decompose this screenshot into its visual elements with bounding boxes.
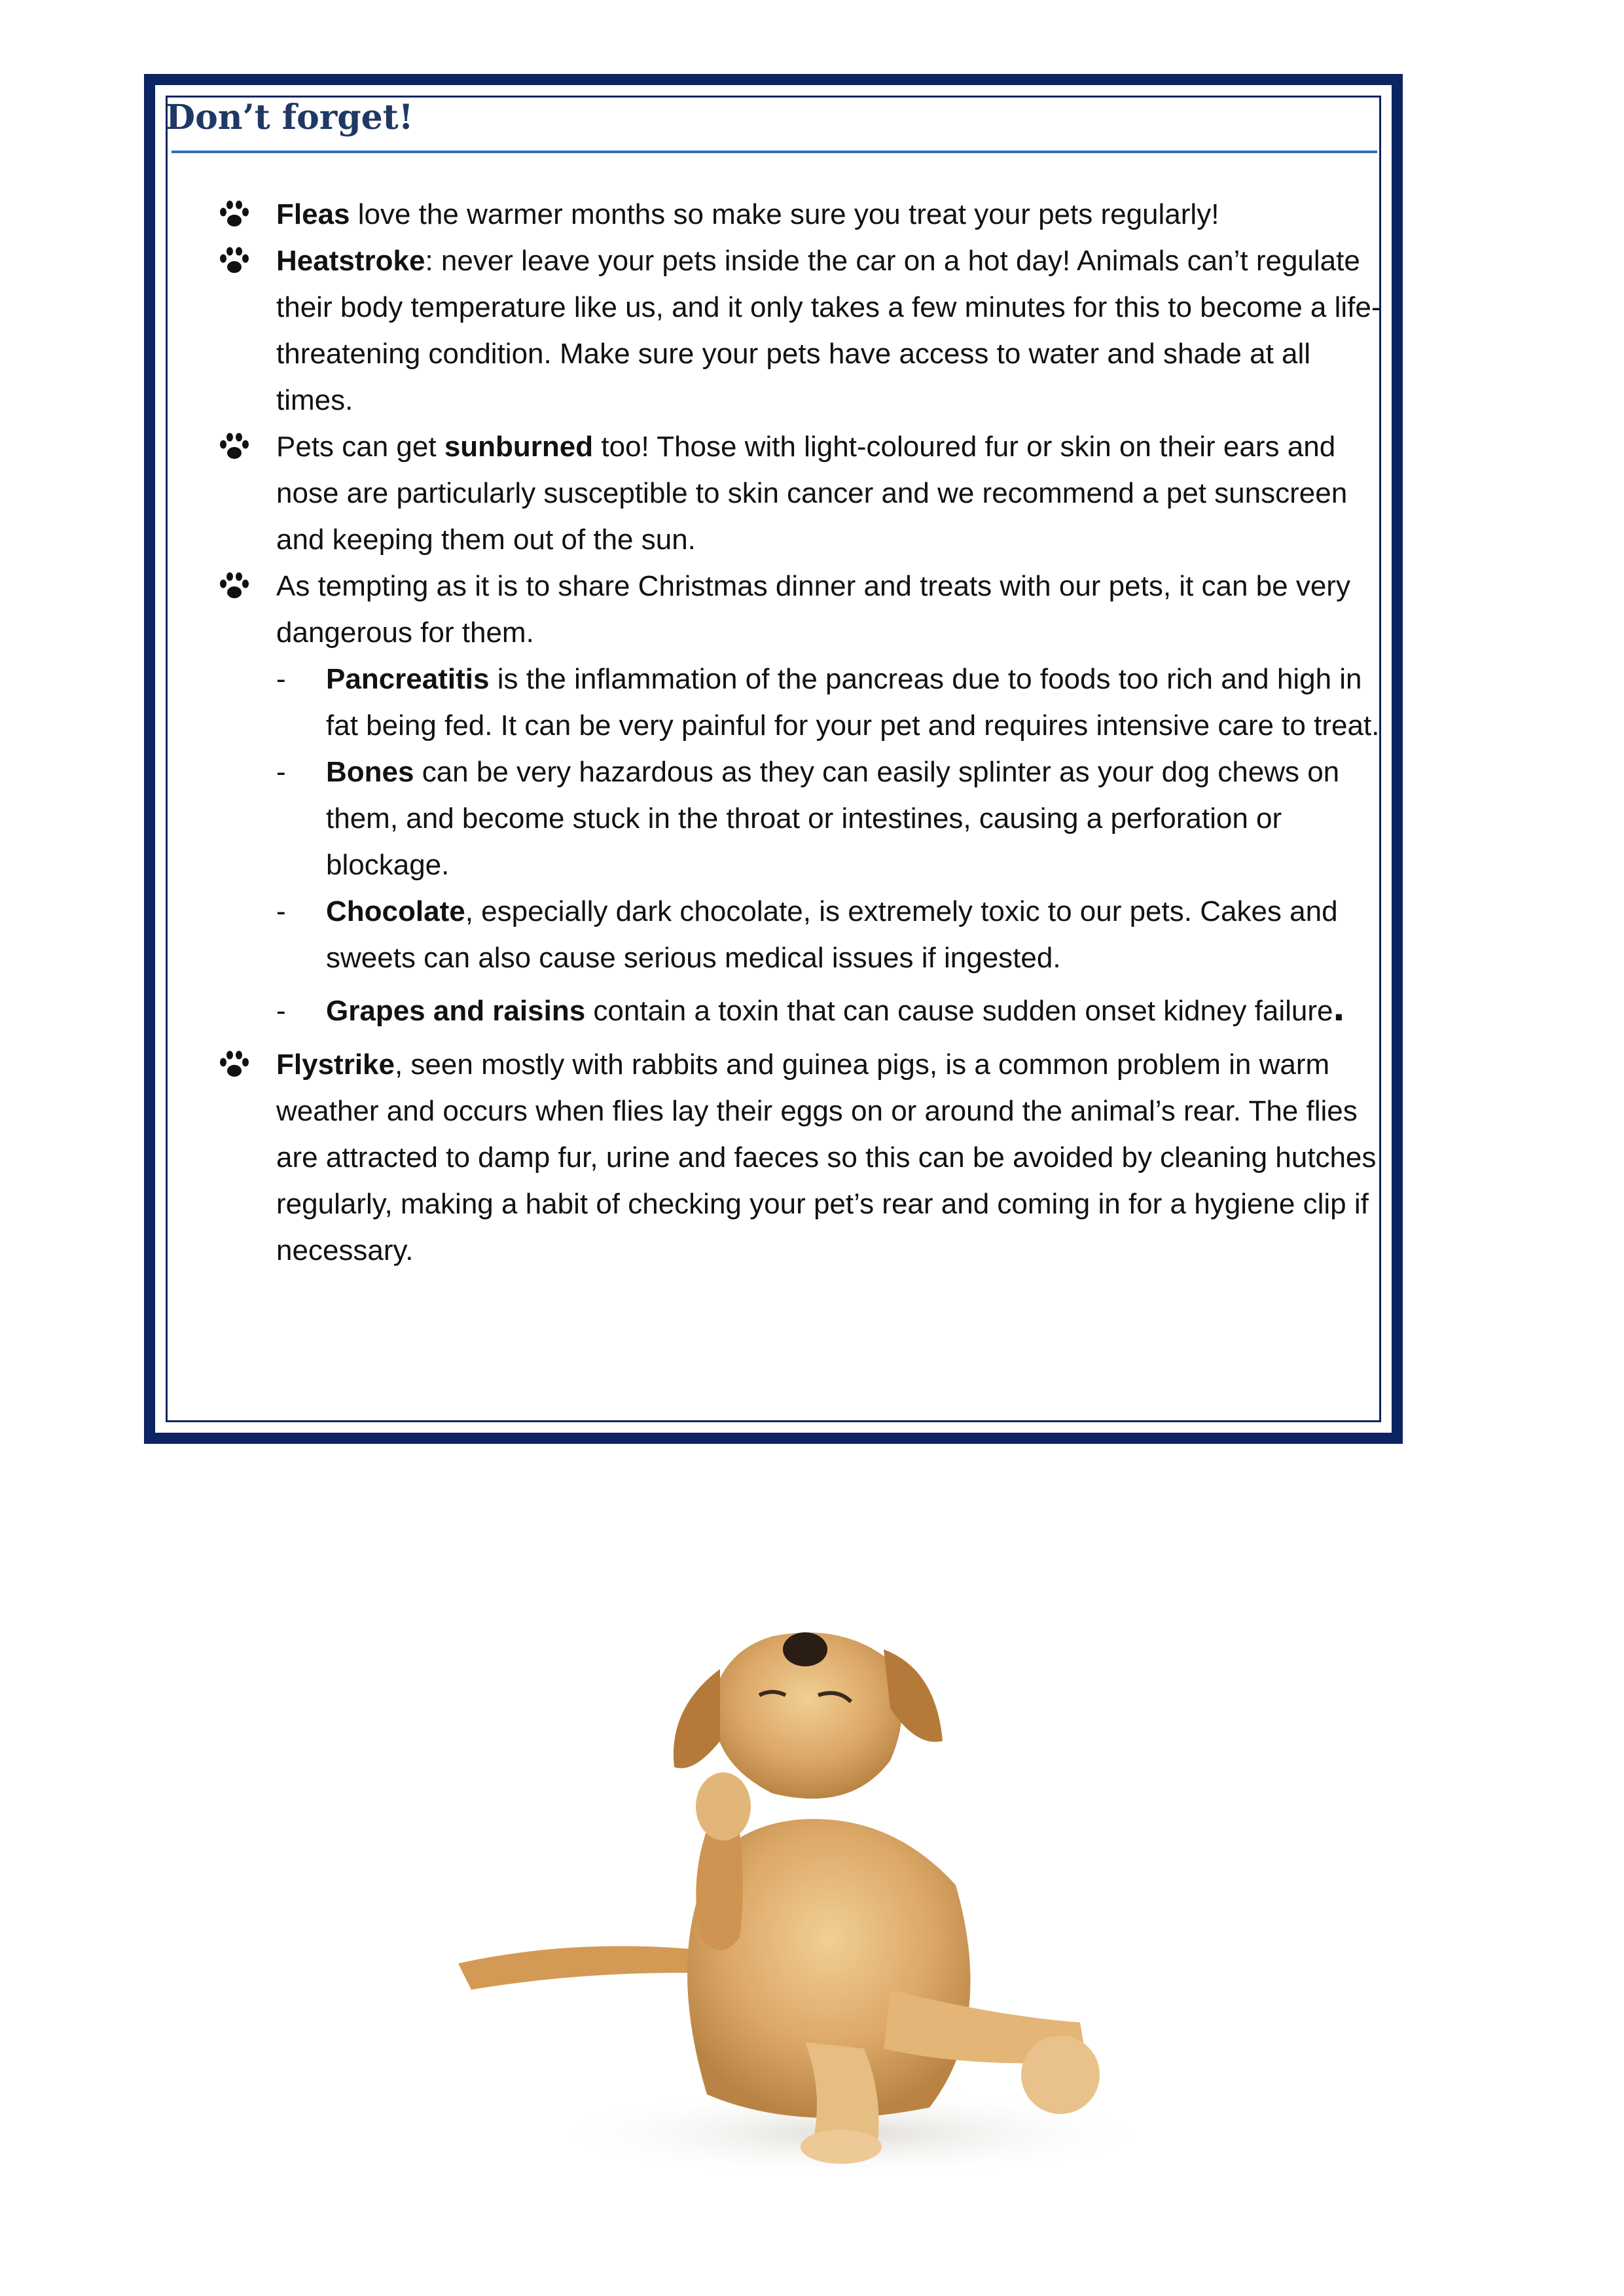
tips-list xyxy=(216,191,1394,1274)
dash-bullet: - xyxy=(276,995,286,1027)
paw-print-icon xyxy=(219,433,250,461)
paw-print-icon xyxy=(219,572,250,601)
tip-christmas xyxy=(216,563,1394,656)
sub-text: is the inflammation of the pancreas due to foods too rich and high in fat being fed. It can be very painful for your pet and requires intensive care to treat. xyxy=(326,663,1380,742)
tip-term: Fleas xyxy=(276,198,350,230)
tip-text: : never leave your pets inside the car on a hot day! Animals can’t regulate their body temperature like us, and it only takes a few minutes for this to become a life-threatening condition. Make sure your pets have access to water and shade at all times. xyxy=(276,245,1381,416)
tip-text: too! Those with light-coloured fur or skin on their ears and nose are particularly susceptible to skin cancer and we recommend a pet sunscreen and keeping them out of the sun. xyxy=(276,431,1348,556)
sub-text: , especially dark chocolate, is extremely toxic to our pets. Cakes and sweets can also cause serious medical issues if ingested. xyxy=(326,895,1338,974)
sub-term: Grapes and raisins xyxy=(326,995,586,1027)
sub-term: Chocolate xyxy=(326,895,465,927)
tip-text: , seen mostly with rabbits and guinea pigs, is a common problem in warm weather and occurs when flies lay their eggs on or around the animal’s rear. The flies are attracted to damp fur, urine and faeces so this can be avoided by cleaning hutches regularly, making a habit of checking your pet’s rear and coming in for a hygiene clip if necessary. xyxy=(276,1049,1377,1266)
dash-bullet: - xyxy=(276,895,286,927)
tip-term: Flystrike xyxy=(276,1049,395,1081)
sub-item-pancreatitis xyxy=(216,656,1394,749)
puppy-photo xyxy=(432,1597,1218,2186)
tip-sunburn xyxy=(216,423,1394,563)
sub-item-chocolate xyxy=(216,888,1394,981)
sub-text: can be very hazardous as they can easily splinter as your dog chews on them, and become stuck in the throat or intestines, causing a perforation or blockage. xyxy=(326,756,1340,881)
tip-term: Heatstroke xyxy=(276,245,425,277)
sub-term: Pancreatitis xyxy=(326,663,490,695)
paw-print-icon xyxy=(219,1050,250,1079)
tip-flystrike xyxy=(216,1041,1394,1274)
title-underline xyxy=(171,151,1377,153)
sub-text: contain a toxin that can cause sudden onset kidney failure xyxy=(585,995,1333,1027)
tip-text-lead: Pets can get xyxy=(276,431,444,463)
tip-heatstroke xyxy=(216,238,1394,423)
box-title: Don’t forget! xyxy=(166,98,414,137)
paw-print-icon xyxy=(219,200,250,229)
dash-bullet: - xyxy=(276,663,286,695)
tip-text: As tempting as it is to share Christmas dinner and treats with our pets, it can be very dangerous for them. xyxy=(276,570,1350,649)
tip-text: love the warmer months so make sure you treat your pets regularly! xyxy=(350,198,1219,230)
tip-fleas xyxy=(216,191,1394,238)
tip-term: sunburned xyxy=(444,431,594,463)
sub-end-dot: . xyxy=(1333,982,1345,1030)
sub-term: Bones xyxy=(326,756,414,788)
sub-item-bones xyxy=(216,749,1394,888)
dash-bullet: - xyxy=(276,756,286,788)
sub-item-grapes xyxy=(216,981,1394,1041)
paw-print-icon xyxy=(219,247,250,276)
